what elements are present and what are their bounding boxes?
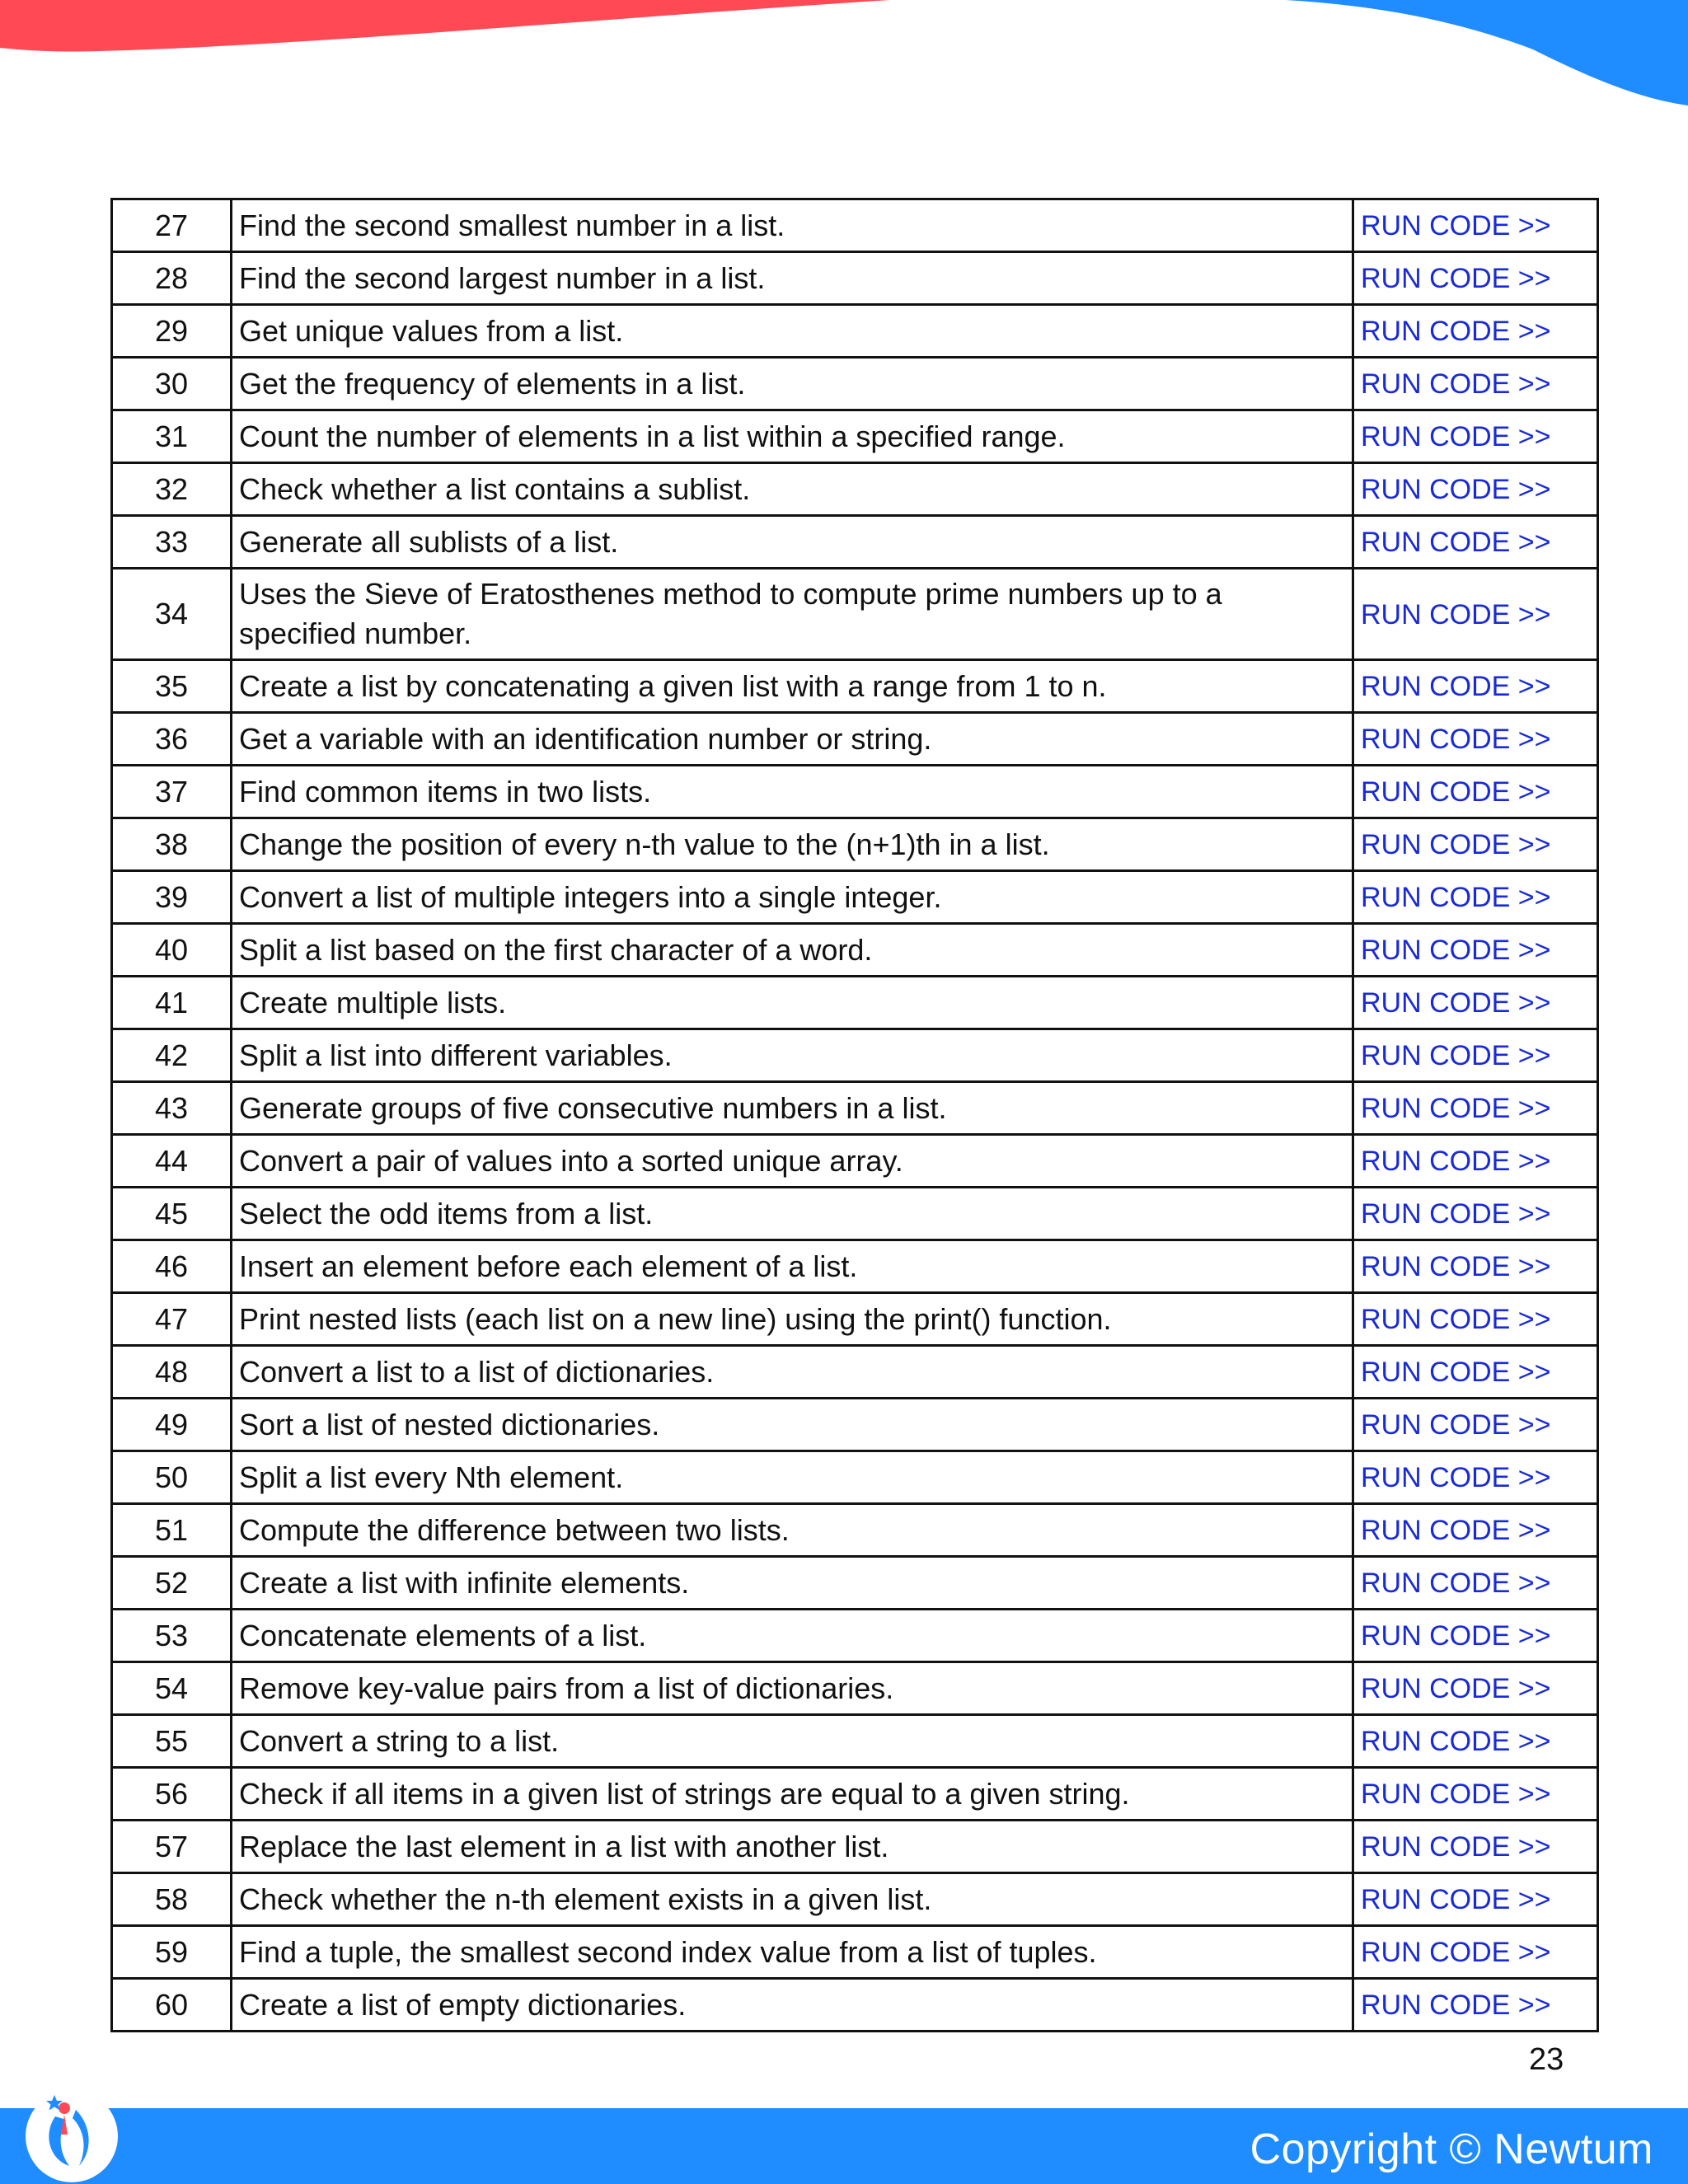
table-row	[112, 1135, 1598, 1188]
program-description: Remove key-value pairs from a list of dictionaries.	[232, 1662, 1353, 1715]
red-wave-shape	[0, 0, 890, 52]
run-code-link[interactable]: RUN CODE >>	[1361, 776, 1551, 808]
program-number: 35	[112, 660, 232, 713]
program-description: Sort a list of nested dictionaries.	[232, 1399, 1353, 1451]
run-code-link[interactable]: RUN CODE >>	[1361, 1990, 1551, 2021]
run-code-link[interactable]: RUN CODE >>	[1361, 1409, 1551, 1441]
run-code-cell	[1353, 358, 1598, 410]
footer-copyright: Copyright © Newtum	[1250, 2125, 1653, 2173]
table-row	[112, 977, 1598, 1029]
table-row	[112, 1240, 1598, 1293]
run-code-cell	[1353, 977, 1598, 1029]
run-code-cell	[1353, 569, 1598, 660]
run-code-link[interactable]: RUN CODE >>	[1361, 1779, 1551, 1810]
program-number: 46	[112, 1240, 232, 1293]
program-description: Convert a string to a list.	[232, 1715, 1353, 1768]
run-code-link[interactable]: RUN CODE >>	[1361, 421, 1551, 452]
program-number: 58	[112, 1873, 232, 1926]
program-description: Find the second smallest number in a list.	[232, 199, 1353, 252]
table-row	[112, 516, 1598, 569]
table-row	[112, 1926, 1598, 1979]
program-description: Check if all items in a given list of strings are equal to a given string.	[232, 1768, 1353, 1821]
run-code-cell	[1353, 1240, 1598, 1293]
program-number: 29	[112, 305, 232, 358]
program-number: 59	[112, 1926, 232, 1979]
program-description: Split a list based on the first character of a word.	[232, 924, 1353, 977]
table-row	[112, 1451, 1598, 1504]
run-code-cell	[1353, 305, 1598, 358]
run-code-link[interactable]: RUN CODE >>	[1361, 1620, 1551, 1652]
run-code-link[interactable]: RUN CODE >>	[1361, 1040, 1551, 1071]
program-number: 57	[112, 1821, 232, 1873]
run-code-cell	[1353, 1926, 1598, 1979]
run-code-link[interactable]: RUN CODE >>	[1361, 1673, 1551, 1704]
program-number: 32	[112, 463, 232, 516]
table-row	[112, 1979, 1598, 2032]
program-number: 28	[112, 252, 232, 305]
program-description: Generate groups of five consecutive numbers in a list.	[232, 1082, 1353, 1135]
run-code-link[interactable]: RUN CODE >>	[1361, 1251, 1551, 1282]
run-code-cell	[1353, 1979, 1598, 2032]
newtum-logo-icon	[18, 2077, 125, 2184]
run-code-link[interactable]: RUN CODE >>	[1361, 882, 1551, 913]
run-code-link[interactable]: RUN CODE >>	[1361, 1831, 1551, 1863]
run-code-link[interactable]: RUN CODE >>	[1361, 671, 1551, 702]
program-description: Select the odd items from a list.	[232, 1188, 1353, 1240]
program-number: 33	[112, 516, 232, 569]
table-row	[112, 1662, 1598, 1715]
table-row	[112, 410, 1598, 463]
table-row	[112, 252, 1598, 305]
program-number: 54	[112, 1662, 232, 1715]
table-row	[112, 569, 1598, 660]
program-number: 39	[112, 871, 232, 924]
program-number: 50	[112, 1451, 232, 1504]
program-number: 43	[112, 1082, 232, 1135]
table-row	[112, 463, 1598, 516]
program-description: Replace the last element in a list with another list.	[232, 1821, 1353, 1873]
run-code-cell	[1353, 1821, 1598, 1873]
table-row	[112, 358, 1598, 410]
program-description: Count the number of elements in a list within a specified range.	[232, 410, 1353, 463]
run-code-link[interactable]: RUN CODE >>	[1361, 316, 1551, 347]
run-code-link[interactable]: RUN CODE >>	[1361, 1884, 1551, 1915]
table-row	[112, 1293, 1598, 1346]
program-number: 37	[112, 766, 232, 818]
program-number: 55	[112, 1715, 232, 1768]
run-code-cell	[1353, 1610, 1598, 1662]
run-code-link[interactable]: RUN CODE >>	[1361, 527, 1551, 558]
table-row	[112, 1873, 1598, 1926]
run-code-link[interactable]: RUN CODE >>	[1361, 1357, 1551, 1388]
run-code-cell	[1353, 713, 1598, 766]
program-description: Generate all sublists of a list.	[232, 516, 1353, 569]
run-code-cell	[1353, 1715, 1598, 1768]
run-code-cell	[1353, 1557, 1598, 1610]
program-number: 52	[112, 1557, 232, 1610]
program-number: 53	[112, 1610, 232, 1662]
run-code-link[interactable]: RUN CODE >>	[1361, 263, 1551, 294]
run-code-link[interactable]: RUN CODE >>	[1361, 935, 1551, 966]
table-row	[112, 1399, 1598, 1451]
run-code-cell	[1353, 660, 1598, 713]
program-number: 31	[112, 410, 232, 463]
table-row	[112, 713, 1598, 766]
program-description: Create a list of empty dictionaries.	[232, 1979, 1353, 2032]
program-description: Find the second largest number in a list.	[232, 252, 1353, 305]
run-code-cell	[1353, 1399, 1598, 1451]
table-row	[112, 871, 1598, 924]
run-code-cell	[1353, 1873, 1598, 1926]
run-code-link[interactable]: RUN CODE >>	[1361, 1937, 1551, 1968]
program-number: 45	[112, 1188, 232, 1240]
program-description: Concatenate elements of a list.	[232, 1610, 1353, 1662]
program-number: 60	[112, 1979, 232, 2032]
run-code-cell	[1353, 1451, 1598, 1504]
program-description: Create a list with infinite elements.	[232, 1557, 1353, 1610]
table-row	[112, 1346, 1598, 1399]
page-number: 23	[1529, 2042, 1564, 2077]
run-code-link[interactable]: RUN CODE >>	[1361, 1568, 1551, 1599]
table-row	[112, 1082, 1598, 1135]
program-number: 49	[112, 1399, 232, 1451]
program-number: 44	[112, 1135, 232, 1188]
program-description: Print nested lists (each list on a new line) using the print() function.	[232, 1293, 1353, 1346]
run-code-cell	[1353, 924, 1598, 977]
program-number: 47	[112, 1293, 232, 1346]
program-description: Create a list by concatenating a given list with a range from 1 to n.	[232, 660, 1353, 713]
program-list-body	[112, 199, 1598, 2032]
program-description: Split a list every Nth element.	[232, 1451, 1353, 1504]
run-code-cell	[1353, 1293, 1598, 1346]
run-code-link[interactable]: RUN CODE >>	[1361, 368, 1551, 400]
program-description: Create multiple lists.	[232, 977, 1353, 1029]
table-row	[112, 1768, 1598, 1821]
program-number: 40	[112, 924, 232, 977]
run-code-link[interactable]: RUN CODE >>	[1361, 474, 1551, 505]
run-code-link[interactable]: RUN CODE >>	[1361, 1093, 1551, 1124]
program-number: 48	[112, 1346, 232, 1399]
table-row	[112, 1821, 1598, 1873]
run-code-cell	[1353, 1662, 1598, 1715]
table-row	[112, 1504, 1598, 1557]
program-description: Uses the Sieve of Eratosthenes method to compute prime numbers up to a specified number.	[232, 569, 1353, 660]
table-row	[112, 1715, 1598, 1768]
program-description: Insert an element before each element of a list.	[232, 1240, 1353, 1293]
program-number: 56	[112, 1768, 232, 1821]
program-number: 42	[112, 1029, 232, 1082]
run-code-link[interactable]: RUN CODE >>	[1361, 724, 1551, 755]
program-number: 27	[112, 199, 232, 252]
table-row	[112, 199, 1598, 252]
run-code-link[interactable]: RUN CODE >>	[1361, 210, 1551, 241]
program-number: 34	[112, 569, 232, 660]
run-code-cell	[1353, 1346, 1598, 1399]
table-row	[112, 1557, 1598, 1610]
run-code-link[interactable]: RUN CODE >>	[1361, 1146, 1551, 1177]
program-description: Convert a pair of values into a sorted unique array.	[232, 1135, 1353, 1188]
table-row	[112, 305, 1598, 358]
run-code-cell	[1353, 1188, 1598, 1240]
run-code-cell	[1353, 516, 1598, 569]
run-code-link[interactable]: RUN CODE >>	[1361, 829, 1551, 860]
table-row	[112, 1610, 1598, 1662]
run-code-link[interactable]: RUN CODE >>	[1361, 598, 1551, 630]
program-description: Split a list into different variables.	[232, 1029, 1353, 1082]
run-code-link[interactable]: RUN CODE >>	[1361, 1198, 1551, 1230]
program-number: 36	[112, 713, 232, 766]
table-row	[112, 660, 1598, 713]
run-code-cell	[1353, 199, 1598, 252]
program-description: Check whether a list contains a sublist.	[232, 463, 1353, 516]
program-number: 38	[112, 818, 232, 871]
table-row	[112, 818, 1598, 871]
run-code-cell	[1353, 252, 1598, 305]
run-code-cell	[1353, 871, 1598, 924]
program-description: Get the frequency of elements in a list.	[232, 358, 1353, 410]
table-row	[112, 766, 1598, 818]
header-wave-decoration	[0, 0, 1688, 115]
program-description: Convert a list of multiple integers into a single integer.	[232, 871, 1353, 924]
run-code-cell	[1353, 410, 1598, 463]
program-description: Check whether the n-th element exists in a given list.	[232, 1873, 1353, 1926]
run-code-link[interactable]: RUN CODE >>	[1361, 1304, 1551, 1335]
run-code-cell	[1353, 1029, 1598, 1082]
program-description: Get a variable with an identification number or string.	[232, 713, 1353, 766]
program-description: Find a tuple, the smallest second index value from a list of tuples.	[232, 1926, 1353, 1979]
run-code-link[interactable]: RUN CODE >>	[1361, 987, 1551, 1019]
program-description: Convert a list to a list of dictionaries.	[232, 1346, 1353, 1399]
blue-wave-shape	[1286, 0, 1688, 105]
run-code-cell	[1353, 1082, 1598, 1135]
run-code-cell	[1353, 766, 1598, 818]
run-code-cell	[1353, 1768, 1598, 1821]
run-code-cell	[1353, 818, 1598, 871]
run-code-link[interactable]: RUN CODE >>	[1361, 1462, 1551, 1493]
table-row	[112, 1188, 1598, 1240]
program-number: 41	[112, 977, 232, 1029]
run-code-cell	[1353, 1135, 1598, 1188]
program-number: 51	[112, 1504, 232, 1557]
table-row	[112, 1029, 1598, 1082]
run-code-cell	[1353, 1504, 1598, 1557]
program-number: 30	[112, 358, 232, 410]
run-code-link[interactable]: RUN CODE >>	[1361, 1515, 1551, 1546]
program-description: Compute the difference between two lists.	[232, 1504, 1353, 1557]
run-code-cell	[1353, 463, 1598, 516]
program-list-table	[110, 198, 1599, 2032]
table-row	[112, 924, 1598, 977]
run-code-link[interactable]: RUN CODE >>	[1361, 1726, 1551, 1757]
program-description: Get unique values from a list.	[232, 305, 1353, 358]
program-description: Find common items in two lists.	[232, 766, 1353, 818]
program-description: Change the position of every n-th value to the (n+1)th in a list.	[232, 818, 1353, 871]
